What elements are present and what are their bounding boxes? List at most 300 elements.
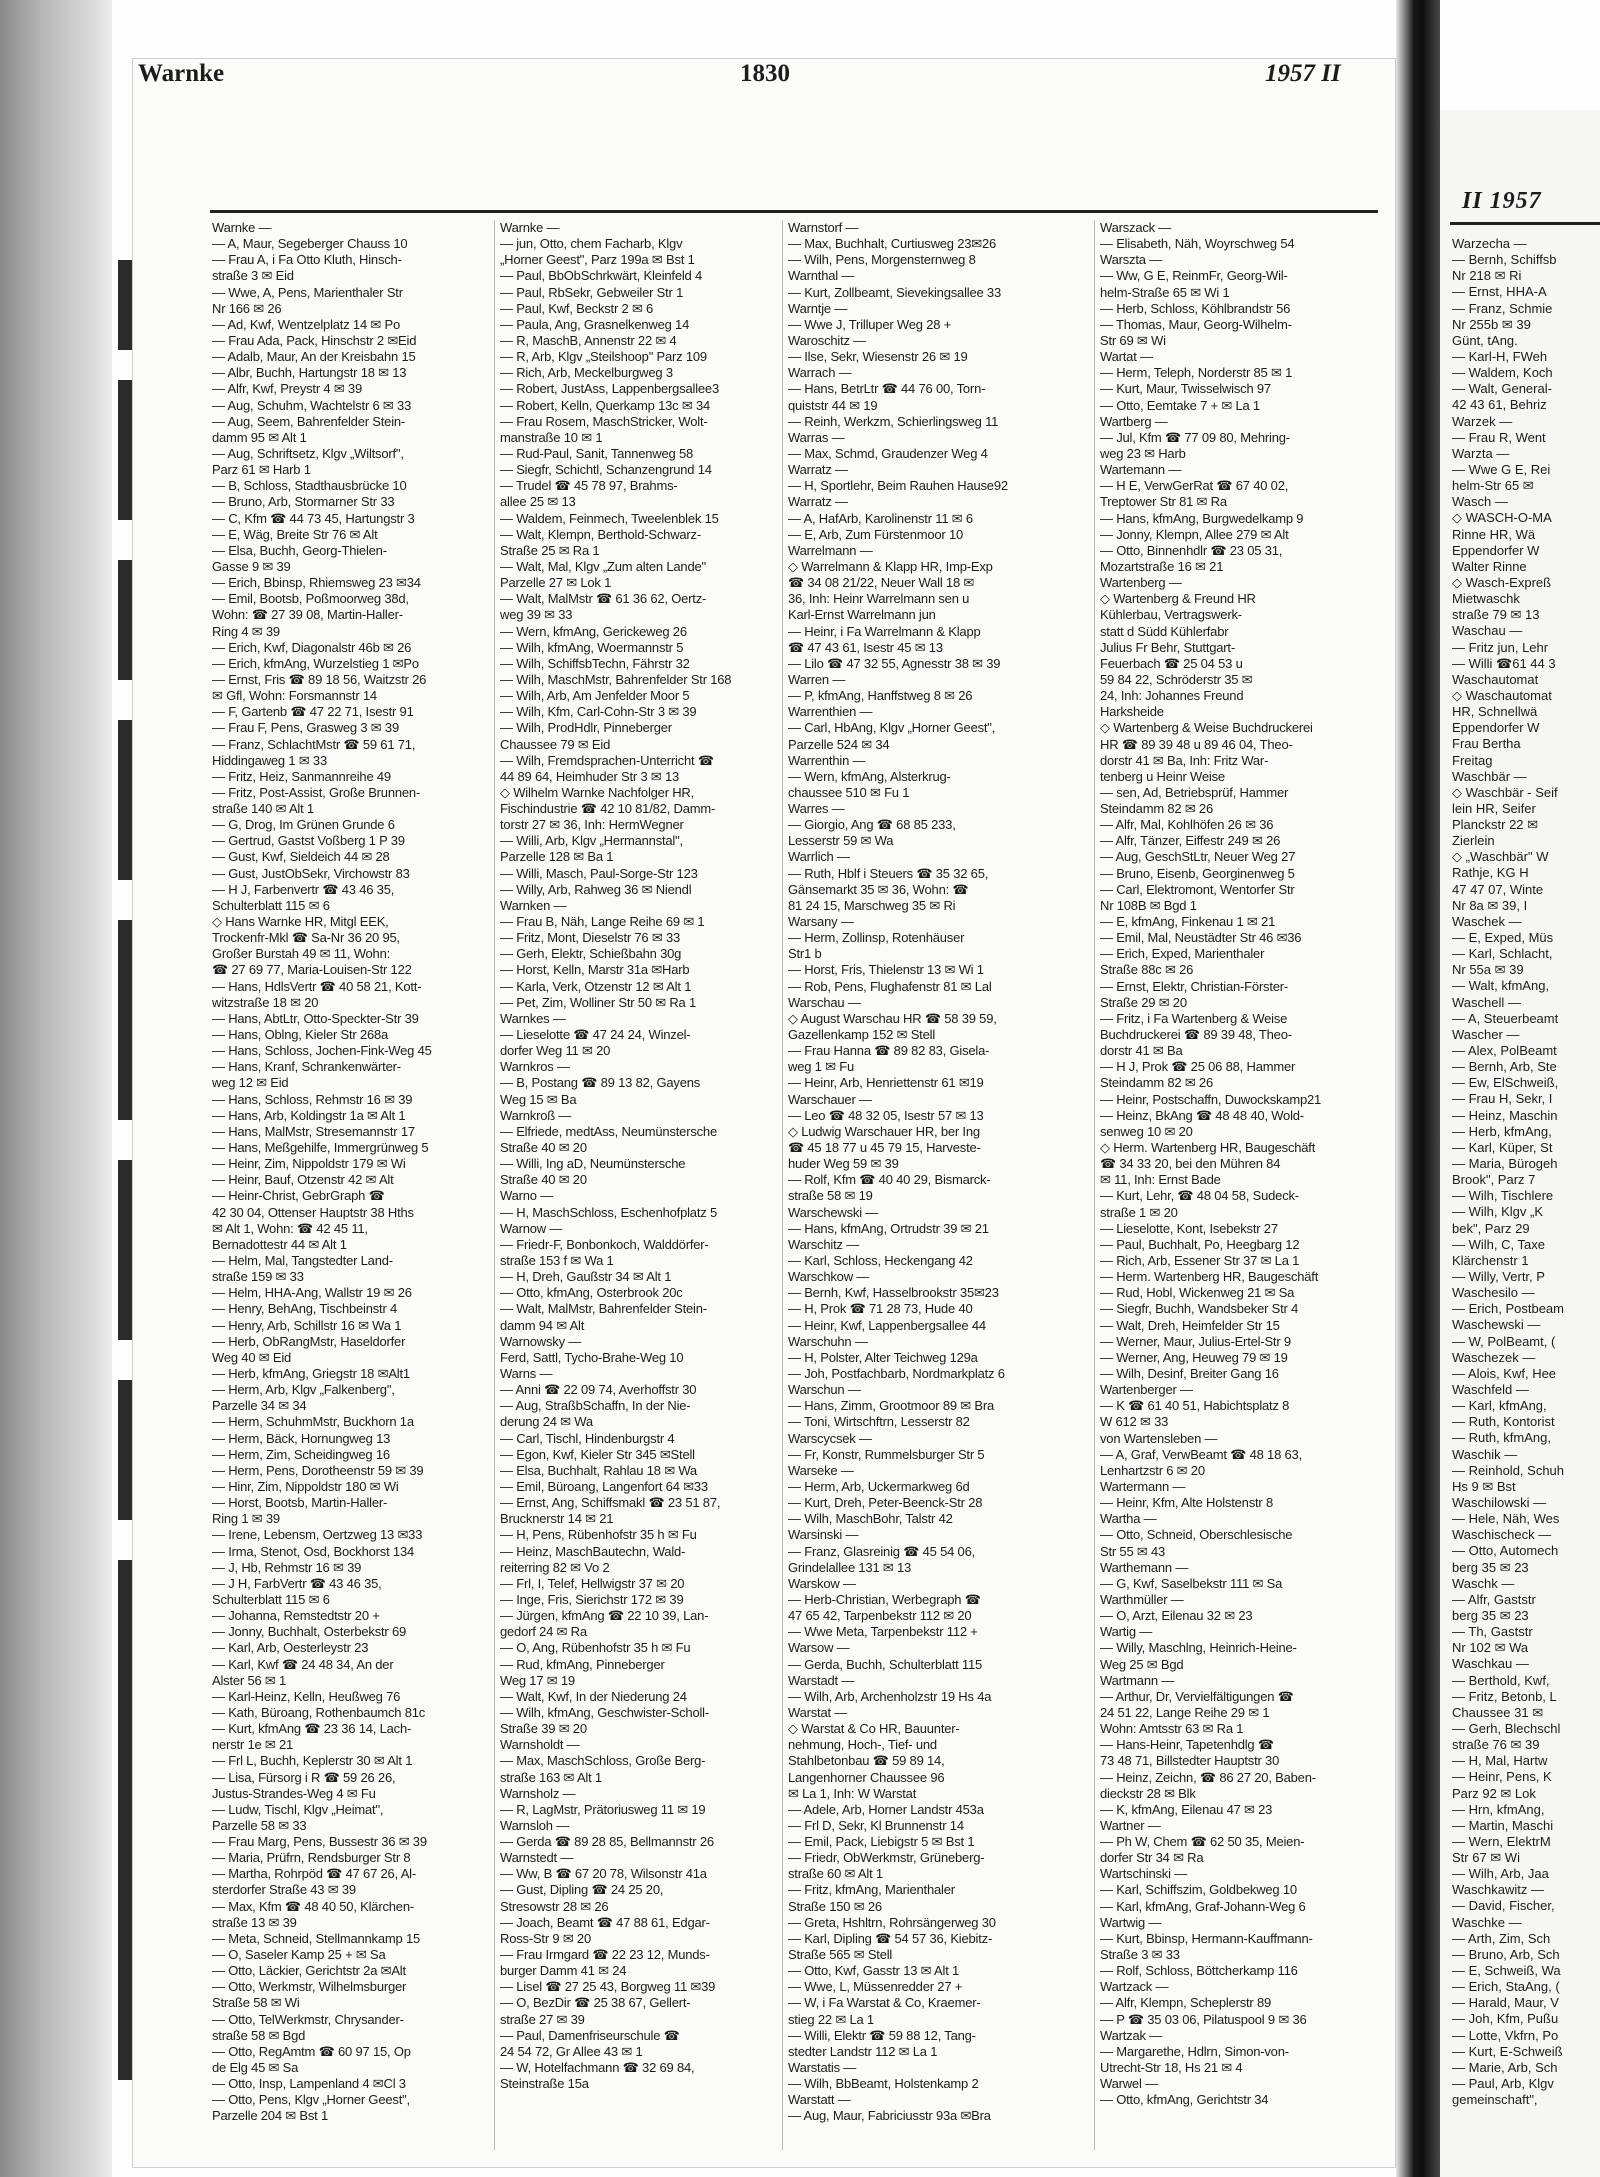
directory-entry-line: burger Damm 41 ✉ 24	[500, 1963, 627, 1979]
directory-entry-line: — Karl, Schloss, Heckengang 42	[788, 1253, 973, 1268]
facing-entry-line: Waschkawitz —	[1452, 1882, 1544, 1898]
directory-entry-line: — R, MaschB, Annenstr 22 ✉ 4	[500, 332, 677, 348]
directory-entry-line: — Rich, Arb, Meckelburgweg 3	[500, 365, 673, 381]
directory-entry-line: — Herm. Wartenberg HR, Baugeschäft	[1100, 1269, 1319, 1285]
directory-entry-line: Warnsloh —	[500, 1817, 570, 1833]
facing-entry-line: — Heinr, Pens, K	[1452, 1769, 1552, 1785]
directory-entry-line: — Alfr, Klempn, Scheplerstr 89	[1100, 1995, 1272, 2011]
directory-entry-line: Straße 88c ✉ 26	[1100, 962, 1194, 978]
directory-entry-line: — Meta, Schneid, Stellmannkamp 15	[212, 1930, 421, 1946]
directory-entry-line: — Willi, Arb, Klgv „Hermannstal",	[500, 833, 683, 849]
directory-entry-line: — H, Pens, Rübenhofstr 35 h ✉ Fu	[500, 1527, 697, 1543]
directory-entry-line: Wartmann —	[1100, 1672, 1175, 1688]
facing-header-rule	[1450, 222, 1600, 225]
directory-entry-line: — Lisel ☎ 27 25 43, Borgweg 11 ✉39	[500, 1979, 716, 1995]
directory-entry-line: — Wilh, kfmAng, Woermannstr 5	[500, 639, 684, 655]
directory-entry-line: stieg 22 ✉ La 1	[788, 2011, 874, 2027]
directory-entry-line: — Walt, Mal, Klgv „Zum alten Lande"	[500, 558, 706, 574]
directory-entry-line: 47 65 42, Tarpenbekstr 112 ✉ 20	[788, 1608, 972, 1624]
directory-entry-line: Warschewski —	[788, 1204, 879, 1220]
directory-entry-line: — B, Schloss, Stadthausbrücke 10	[212, 478, 407, 494]
directory-entry-line: Warnkroß —	[500, 1107, 572, 1123]
directory-entry-line: — Kath, Büroang, Rothenbaumch 81c	[212, 1704, 426, 1720]
directory-entry-line: — Bruno, Eisenb, Georginenweg 5	[1100, 865, 1295, 881]
directory-entry-line: — Hans, BetrLtr ☎ 44 76 00, Torn-	[788, 381, 986, 397]
directory-entry-line: — Karl, Arb, Oesterleystr 23	[212, 1640, 369, 1656]
facing-entry-line: — Marie, Arb, Sch	[1452, 2059, 1558, 2075]
directory-entry-line: Buchdruckerei ☎ 89 39 48, Theo-	[1100, 1027, 1292, 1043]
directory-entry-line: Wartenberg —	[1100, 575, 1182, 591]
directory-entry-line: — Walt, Klempn, Berthold-Schwarz-	[500, 526, 701, 542]
directory-entry-line: — H J, Farbenvertr ☎ 43 46 35,	[212, 881, 395, 897]
directory-entry-line: — Franz, Glasreinig ☎ 45 54 06,	[788, 1543, 976, 1559]
directory-entry-line: — Paul, Buchhalt, Po, Heegbarg 12	[1100, 1236, 1300, 1252]
directory-entry-line: 44 89 64, Heimhuder Str 3 ✉ 13	[500, 768, 680, 784]
directory-entry-line: Straße 40 ✉ 20	[500, 1172, 587, 1188]
directory-entry-line: Karl-Ernst Warrelmann jun	[788, 607, 936, 623]
facing-entry-line: — Erich, StaAng, (	[1452, 1979, 1560, 1995]
directory-entry-line: damm 95 ✉ Alt 1	[212, 429, 307, 445]
directory-entry-line: 59 84 22, Schröderstr 35 ✉	[1100, 671, 1253, 687]
facing-entry-line: — Gerh, Blechschl	[1452, 1720, 1561, 1736]
directory-entry-line: — Wilh, Arb, Am Jenfelder Moor 5	[500, 688, 690, 704]
facing-entry-line: — Arth, Zim, Sch	[1452, 1930, 1551, 1946]
directory-entry-line: — Wilh, Arb, Archenholzstr 19 Hs 4a	[788, 1688, 992, 1704]
directory-entry-line: 42 30 04, Ottenser Hauptstr 38 Hths	[212, 1204, 414, 1220]
directory-entry-line: witzstraße 18 ✉ 20	[212, 994, 319, 1010]
directory-entry-line: Str 69 ✉ Wi	[1100, 332, 1166, 348]
directory-entry-line: — Max, MaschSchloss, Große Berg-	[500, 1753, 706, 1769]
directory-entry-line: — Lieselotte, Kont, Isebekstr 27	[1100, 1220, 1278, 1236]
directory-entry-line: straße 58 ✉ 19	[788, 1188, 873, 1204]
directory-entry-line: — Wwe, L, Müssenredder 27 +	[788, 1979, 963, 1995]
directory-entry-line: — Werner, Maur, Julius-Ertel-Str 9	[1100, 1333, 1291, 1349]
directory-entry-line: — Kurt, Maur, Twisselwisch 97	[1100, 381, 1271, 397]
directory-entry-line: dorstr 41 ✉ Ba	[1100, 1043, 1183, 1059]
directory-entry-line: Warntje —	[788, 300, 848, 316]
directory-entry-line: weg 39 ✉ 33	[500, 607, 573, 623]
directory-entry-line: — Carl, HbAng, Klgv „Horner Geest",	[788, 720, 996, 736]
directory-entry-line: straße 1 ✉ 20	[1100, 1204, 1178, 1220]
directory-entry-line: — Heinz, BkAng ☎ 48 48 40, Wold-	[1100, 1107, 1304, 1123]
directory-entry-line: ◇ August Warschau HR ☎ 58 39 59,	[788, 1010, 997, 1026]
directory-entry-line: Lesserstr 59 ✉ Wa	[788, 833, 894, 849]
directory-entry-line: — Heinr, Zim, Nippoldstr 179 ✉ Wi	[212, 1156, 406, 1172]
facing-entry-line: — Frau R, Went	[1452, 429, 1546, 445]
directory-entry-line: — Willi, Ing aD, Neumünstersche	[500, 1156, 686, 1172]
directory-entry-line: — Rud-Paul, Sanit, Tannenweg 58	[500, 445, 694, 461]
directory-entry-line: — Otto, kfmAng, Gerichtstr 34	[1100, 2092, 1269, 2108]
directory-entry-line: Gazellenkamp 152 ✉ Stell	[788, 1027, 936, 1043]
directory-entry-line: — Frl, I, Telef, Hellwigstr 37 ✉ 20	[500, 1575, 685, 1591]
facing-entry-line: Walter Rinne	[1452, 558, 1527, 574]
directory-entry-line: — Herm, SchuhmMstr, Buckhorn 1a	[212, 1414, 414, 1430]
directory-entry-line: straße 159 ✉ 33	[212, 1269, 304, 1285]
directory-entry-line: — Joh, Postfachbarb, Nordmarkplatz 6	[788, 1365, 1005, 1381]
directory-entry-line: — Rud, Hobl, Wickenweg 21 ✉ Sa	[1100, 1285, 1295, 1301]
directory-entry-line: Steindamm 82 ✉ 26	[1100, 801, 1213, 817]
directory-entry-line: — Emil, Bootsb, Poßmoorweg 38d,	[212, 591, 409, 607]
directory-entry-line: — Hans, Schloss, Jochen-Fink-Weg 45	[212, 1043, 432, 1059]
directory-entry-line: — Frl D, Sekr, Kl Brunnenstr 14	[788, 1817, 964, 1833]
directory-entry-line: — A, HafArb, Karolinenstr 11 ✉ 6	[788, 510, 973, 526]
directory-entry-line: Warstat —	[788, 1704, 848, 1720]
directory-entry-line: Warrelmann —	[788, 542, 873, 558]
directory-entry-line: Str1 b	[788, 946, 822, 962]
directory-entry-line: Str 55 ✉ 43	[1100, 1543, 1166, 1559]
facing-entry-line: — Ew, ElSchweiß,	[1452, 1075, 1559, 1091]
directory-entry-line: — Ernst, Elektr, Christian-Förster-	[1100, 978, 1289, 994]
column-divider	[1094, 220, 1095, 2150]
directory-entry-line: Wartermann —	[1100, 1478, 1186, 1494]
scan-mark	[118, 380, 132, 520]
directory-entry-line: huder Weg 59 ✉ 39	[788, 1156, 899, 1172]
directory-entry-line: — Herm, Teleph, Norderstr 85 ✉ 1	[1100, 365, 1293, 381]
facing-entry-line: — Heinz, Maschin	[1452, 1107, 1558, 1123]
directory-entry-line: manstraße 10 ✉ 1	[500, 429, 603, 445]
directory-entry-line: Parzelle 27 ✉ Lok 1	[500, 575, 612, 591]
directory-entry-line: — Ww, G E, ReinmFr, Georg-Wil-	[1100, 268, 1288, 284]
directory-entry-line: — W, i Fa Warstat & Co, Kraemer-	[788, 1995, 981, 2011]
directory-entry-line: — Friedr, ObWerkmstr, Grüneberg-	[788, 1850, 985, 1866]
directory-entry-line: — Hans, Arb, Koldingstr 1a ✉ Alt 1	[212, 1107, 406, 1123]
directory-entry-line: straße 58 ✉ Bgd	[212, 2027, 306, 2043]
facing-entry-line: — A, Steuerbeamt	[1452, 1010, 1559, 1026]
directory-entry-line: — Fritz, i Fa Wartenberg & Weise	[1100, 1010, 1288, 1026]
directory-entry-line: Stahlbetonbau ☎ 59 89 14,	[788, 1753, 945, 1769]
facing-entry-line: — Joh, Kfm, Pußu	[1452, 2011, 1559, 2027]
directory-entry-line: W 612 ✉ 33	[1100, 1414, 1169, 1430]
directory-entry-line: Warszta —	[1100, 252, 1163, 268]
directory-entry-line: ☎ 34 33 20, bei den Mühren 84	[1100, 1156, 1281, 1172]
directory-entry-line: — Hans, AbtLtr, Otto-Speckter-Str 39	[212, 1010, 419, 1026]
directory-entry-line: Wartat —	[1100, 349, 1153, 365]
directory-entry-line: stedter Landstr 112 ✉ La 1	[788, 2043, 938, 2059]
facing-entry-line: Mietwaschk	[1452, 591, 1520, 607]
directory-entry-line: — Otto, Schneid, Oberschlesische	[1100, 1527, 1293, 1543]
directory-entry-line: — Lisa, Fürsorg i R ☎ 59 26 26,	[212, 1769, 396, 1785]
directory-entry-line: — Max, Buchhalt, Curtiusweg 23✉26	[788, 236, 997, 252]
directory-entry-line: 81 24 15, Marschweg 35 ✉ Ri	[788, 897, 956, 913]
directory-entry-line: nerstr 1e ✉ 21	[212, 1737, 294, 1753]
directory-entry-line: tenberg u Heinr Weise	[1100, 768, 1225, 784]
directory-entry-line: — Jürgen, kfmAng ☎ 22 10 39, Lan-	[500, 1608, 709, 1624]
entry-column-1	[212, 220, 484, 2150]
directory-entry-line: Bernadottestr 44 ✉ Alt 1	[212, 1236, 347, 1252]
directory-entry-line: — Lilo ☎ 47 32 55, Agnesstr 38 ✉ 39	[788, 655, 1001, 671]
directory-entry-line: — K ☎ 61 40 51, Habichtsplatz 8	[1100, 1398, 1290, 1414]
directory-entry-line: — Wilh, SchiffsbTechn, Fährstr 32	[500, 655, 690, 671]
directory-entry-line: — P ☎ 35 03 06, Pilatuspool 9 ✉ 36	[1100, 2011, 1307, 2027]
scan-mark	[118, 1560, 132, 2080]
directory-entry-line: — Friedr-F, Bonbonkoch, Walddörfer-	[500, 1236, 709, 1252]
facing-entry-line: — Wilh, Tischlere	[1452, 1188, 1554, 1204]
scan-mark	[118, 1380, 132, 1520]
directory-entry-line: Parzelle 128 ✉ Ba 1	[500, 849, 614, 865]
facing-entry-line: — E, Exped, Müs	[1452, 930, 1554, 946]
directory-entry-line: — Inge, Fris, Sierichstr 172 ✉ 39	[500, 1591, 684, 1607]
directory-entry-line: Warnken —	[500, 897, 567, 913]
directory-entry-line: Wartig —	[1100, 1624, 1153, 1640]
directory-entry-line: — Paul, BbObSchrkwärt, Kleinfeld 4	[500, 268, 703, 284]
directory-entry-line: — H, Polster, Alter Teichweg 129a	[788, 1349, 978, 1365]
directory-entry-line: — Gertrud, Gastst Voßberg 1 P 39	[212, 833, 405, 849]
directory-entry-line: Warthemann —	[1100, 1559, 1189, 1575]
facing-entry-line: Waschell —	[1452, 994, 1521, 1010]
directory-entry-line: — Frau Rosem, MaschStricker, Wolt-	[500, 413, 708, 429]
directory-entry-line: Warrach —	[788, 365, 852, 381]
directory-entry-line: — Ruth, Hblf i Steuers ☎ 35 32 65,	[788, 865, 989, 881]
directory-entry-line: — Gust, Kwf, Sieldeich 44 ✉ 28	[212, 849, 390, 865]
facing-entry-line: — W, PolBeamt, (	[1452, 1333, 1556, 1349]
directory-entry-line: Warsinski —	[788, 1527, 859, 1543]
scan-mark	[118, 1160, 132, 1340]
directory-entry-line: Grindelallee 131 ✉ 13	[788, 1559, 912, 1575]
facing-entry-line: — Bernh, Schiffsb	[1452, 252, 1557, 268]
directory-entry-line: Warwel —	[1100, 2076, 1158, 2092]
directory-entry-line: — Elsa, Buchh, Georg-Thielen-	[212, 542, 387, 558]
directory-entry-line: Warnow —	[500, 1220, 563, 1236]
directory-entry-line: — Wwe Meta, Tarpenbekstr 112 +	[788, 1624, 978, 1640]
directory-entry-line: — Otto, TelWerkmstr, Chrysander-	[212, 2011, 404, 2027]
directory-entry-line: — Robert, Kelln, Querkamp 13c ✉ 34	[500, 397, 711, 413]
directory-entry-line: Parz 61 ✉ Harb 1	[212, 462, 311, 478]
directory-entry-line: Warnsholdt —	[500, 1737, 580, 1753]
directory-entry-line: — Herm, Zim, Scheidingweg 16	[212, 1446, 390, 1462]
directory-entry-line: Ring 1 ✉ 39	[212, 1511, 280, 1527]
directory-entry-line: — Helm, Mal, Tangstedter Land-	[212, 1253, 393, 1268]
facing-entry-line: — Ruth, kfmAng,	[1452, 1430, 1551, 1446]
directory-entry-line: Straße 29 ✉ 20	[1100, 994, 1187, 1010]
directory-entry-line: — Heinz, MaschBautechn, Wald-	[500, 1543, 686, 1559]
directory-entry-line: — Jonny, Klempn, Allee 279 ✉ Alt	[1100, 526, 1289, 542]
directory-entry-line: Warren —	[788, 671, 846, 687]
directory-entry-line: — Carl, Elektromont, Wentorfer Str	[1100, 881, 1295, 897]
directory-entry-line: — Wern, kfmAng, Gerickeweg 26	[500, 623, 687, 639]
facing-entry-line: Waschfeld —	[1452, 1381, 1529, 1397]
directory-entry-line: Warrlich —	[788, 849, 850, 865]
facing-entry-line: Eppendorfer W	[1452, 542, 1540, 558]
directory-entry-line: — Leo ☎ 48 32 05, Isestr 57 ✉ 13	[788, 1107, 984, 1123]
directory-entry-line: Straße 58 ✉ Wi	[212, 1995, 300, 2011]
directory-entry-line: Warnkros —	[500, 1059, 570, 1075]
directory-entry-line: — Toni, Wirtschftrn, Lesserstr 82	[788, 1414, 970, 1430]
directory-entry-line: „Horner Geest", Parz 199a ✉ Bst 1	[500, 252, 695, 268]
facing-entry-line: Nr 102 ✉ Wa	[1452, 1640, 1529, 1656]
directory-entry-line: — Elisabeth, Näh, Woyrschweg 54	[1100, 236, 1295, 252]
directory-entry-line: straße 27 ✉ 39	[500, 2011, 585, 2027]
directory-entry-line: — Herm, Arb, Uckermarkweg 6d	[788, 1478, 970, 1494]
directory-entry-line: — Alfr, Mal, Kohlhöfen 26 ✉ 36	[1100, 817, 1274, 833]
directory-entry-line: — Jonny, Buchhalt, Osterbekstr 69	[212, 1624, 407, 1640]
directory-entry-line: reiterring 82 ✉ Vo 2	[500, 1559, 610, 1575]
directory-entry-line: — Gerh, Elektr, Schießbahn 30g	[500, 946, 682, 962]
facing-entry-line: — Wwe G E, Rei	[1452, 461, 1551, 477]
directory-entry-line: — Aug, Seem, Bahrenfelder Stein-	[212, 413, 406, 429]
facing-entry-line: — David, Fischer,	[1452, 1898, 1555, 1914]
directory-entry-line: Treptower Str 81 ✉ Ra	[1100, 494, 1227, 510]
facing-entry-line: — Hele, Näh, Wes	[1452, 1511, 1560, 1527]
facing-entry-line: — Franz, Schmie	[1452, 300, 1553, 316]
directory-entry-line: Parzelle 204 ✉ Bst 1	[212, 2108, 329, 2124]
facing-entry-line: — Karl-H, FWeh	[1452, 348, 1548, 364]
directory-entry-line: ◇ Warrelmann & Klapp HR, Imp-Exp	[788, 558, 993, 574]
directory-entry-line: — Trudel ☎ 45 78 97, Brahms-	[500, 478, 678, 494]
directory-entry-line: — Hans-Heinr, Tapetenhdlg ☎	[1100, 1737, 1274, 1753]
directory-entry-line: Warschun —	[788, 1382, 861, 1398]
directory-entry-line: — Martha, Rohrpöd ☎ 47 67 26, Al-	[212, 1866, 416, 1882]
directory-entry-line: — Aug, Schuhm, Wachtelstr 6 ✉ 33	[212, 397, 412, 413]
directory-entry-line: helm-Straße 65 ✉ Wi 1	[1100, 284, 1230, 300]
directory-entry-line: — Horst, Kelln, Marstr 31a ✉Harb	[500, 962, 690, 978]
directory-entry-line: — C, Kfm ☎ 44 73 45, Hartungstr 3	[212, 510, 415, 526]
directory-entry-line: Weg 15 ✉ Ba	[500, 1091, 577, 1107]
facing-entry-line: — E, Schweiß, Wa	[1452, 1963, 1561, 1979]
directory-entry-line: — Hans, Zimm, Grootmoor 89 ✉ Bra	[788, 1398, 995, 1414]
directory-entry-line: weg 23 ✉ Harb	[1100, 445, 1186, 461]
directory-entry-line: Hiddingaweg 1 ✉ 33	[212, 752, 327, 768]
directory-entry-line: Warrenthin —	[788, 752, 866, 768]
facing-page-header: II 1957	[1462, 188, 1542, 214]
directory-entry-line: — Henry, Arb, Schillstr 16 ✉ Wa 1	[212, 1317, 402, 1333]
directory-entry-line: — F, Gartenb ☎ 47 22 71, Isestr 91	[212, 704, 414, 720]
directory-entry-line: — Ilse, Sekr, Wiesenstr 26 ✉ 19	[788, 349, 968, 365]
facing-entry-line: — Karl, Schlacht,	[1452, 946, 1553, 962]
directory-entry-line: — Anni ☎ 22 09 74, Averhoffstr 30	[500, 1382, 697, 1398]
facing-entry-line: — Hrn, kfmAng,	[1452, 1801, 1545, 1817]
directory-entry-line: Warrenthien —	[788, 704, 873, 720]
facing-entry-line: — Ernst, HHA-A	[1452, 284, 1547, 300]
directory-entry-line: — Herb, ObRangMstr, Haseldorfer	[212, 1333, 406, 1349]
facing-entry-line: — Frau H, Sekr, I	[1452, 1091, 1553, 1107]
directory-entry-line: — Gerda, Buchh, Schulterblatt 115	[788, 1656, 983, 1672]
header-year: 1957 II	[1265, 60, 1341, 87]
directory-entry-line: ☎ 34 08 21/22, Neuer Wall 18 ✉	[788, 575, 975, 591]
facing-entry-line: Günt, tAng.	[1452, 332, 1518, 348]
directory-entry-line: straße 163 ✉ Alt 1	[500, 1769, 602, 1785]
facing-entry-line: straße 76 ✉ 39	[1452, 1737, 1540, 1753]
directory-entry-line: — Herm, Arb, Klgv „Falkenberg",	[212, 1382, 395, 1398]
directory-entry-line: — Hans, Schloss, Rehmstr 16 ✉ 39	[212, 1091, 413, 1107]
directory-entry-line: — Henry, BehAng, Tischbeinstr 4	[212, 1301, 398, 1317]
directory-entry-line: — W, Hotelfachmann ☎ 32 69 84,	[500, 2060, 695, 2076]
directory-entry-line: straße 3 ✉ Eid	[212, 268, 294, 284]
directory-entry-line: ◇ Wilhelm Warnke Nachfolger HR,	[500, 784, 695, 800]
directory-entry-line: Warsany —	[788, 914, 854, 930]
directory-entry-line: Ferd, Sattl, Tycho-Brahe-Weg 10	[500, 1349, 684, 1365]
directory-entry-line: — E, Arb, Zum Fürstenmoor 10	[788, 526, 964, 542]
book-gutter	[1396, 0, 1440, 2177]
directory-entry-line: Warsow —	[788, 1640, 850, 1656]
directory-entry-line: Justus-Strandes-Weg 4 ✉ Fu	[212, 1785, 376, 1801]
directory-entry-line: — Wwe J, Trilluper Weg 28 +	[788, 316, 952, 332]
directory-entry-line: — Elfriede, medtAss, Neumünstersche	[500, 1123, 717, 1139]
directory-entry-line: — Hans, Kranf, Schrankenwärter-	[212, 1059, 401, 1075]
directory-entry-line: Warres —	[788, 801, 845, 817]
directory-entry-line: Warscycsek —	[788, 1430, 872, 1446]
directory-entry-line: — Jul, Kfm ☎ 77 09 80, Mehring-	[1100, 429, 1290, 445]
directory-entry-line: straße 60 ✉ Alt 1	[788, 1866, 883, 1882]
directory-entry-line: — Willi, Masch, Paul-Sorge-Str 123	[500, 865, 698, 881]
directory-entry-line: — Herb, Schloss, Köhlbrandstr 56	[1100, 300, 1291, 316]
facing-entry-line: — Alex, PolBeamt	[1452, 1043, 1557, 1059]
directory-entry-line: Langenhorner Chaussee 96	[788, 1769, 945, 1785]
directory-entry-line: Nr 108B ✉ Bgd 1	[1100, 897, 1197, 913]
directory-entry-line: — Heinr-Christ, GebrGraph ☎	[212, 1188, 385, 1204]
directory-entry-line: — Wilh, BbBeamt, Holstenkamp 2	[788, 2076, 979, 2092]
directory-entry-line: — B, Postang ☎ 89 13 82, Gayens	[500, 1075, 701, 1091]
directory-entry-line: Weg 25 ✉ Bgd	[1100, 1656, 1184, 1672]
directory-entry-line: — Karl, Kwf ☎ 24 48 34, An der	[212, 1656, 394, 1672]
directory-entry-line: Warnke —	[500, 220, 560, 235]
directory-entry-line: — Rolf, Schloss, Böttcherkamp 116	[1100, 1963, 1298, 1979]
directory-entry-line: — Adalb, Maur, An der Kreisbahn 15	[212, 349, 416, 365]
directory-entry-line: Trockenfr-Mkl ☎ Sa-Nr 36 20 95,	[212, 930, 400, 946]
directory-entry-line: — Frau Marg, Pens, Bussestr 36 ✉ 39	[212, 1834, 427, 1850]
directory-entry-line: de Elg 45 ✉ Sa	[212, 2060, 299, 2076]
facing-entry-line: HR, Schnellwä	[1452, 704, 1538, 720]
facing-entry-line: Waschk —	[1452, 1575, 1515, 1591]
facing-entry-line: ◇ Waschautomat	[1452, 687, 1552, 703]
directory-entry-line: — Walt, Kwf, In der Niederung 24	[500, 1688, 687, 1704]
directory-entry-line: — Otto, Läckier, Gerichtstr 2a ✉Alt	[212, 1963, 406, 1979]
directory-entry-line: Weg 40 ✉ Eid	[212, 1349, 292, 1365]
scan-mark	[118, 260, 132, 350]
directory-entry-line: — Walt, MalMstr, Bahrenfelder Stein-	[500, 1301, 707, 1317]
directory-entry-line: ✉ La 1, Inh: W Warstat	[788, 1785, 917, 1801]
directory-entry-line: Warschitz —	[788, 1236, 859, 1252]
directory-entry-line: Warschkow —	[788, 1269, 870, 1285]
directory-entry-line: — Albr, Buchh, Hartungstr 18 ✉ 13	[212, 365, 407, 381]
directory-entry-line: 24 54 72, Gr Allee 43 ✉ 1	[500, 2043, 643, 2059]
directory-entry-line: Stresowstr 28 ✉ 26	[500, 1898, 609, 1914]
facing-entry-line: — Karl, kfmAng,	[1452, 1398, 1547, 1414]
directory-entry-line: Warnstedt —	[500, 1850, 574, 1866]
facing-entry-line: helm-Str 65 ✉	[1452, 478, 1534, 494]
directory-entry-line: — Siegfr, Buchh, Wandsbeker Str 4	[1100, 1301, 1299, 1317]
facing-entry-line: — Maria, Bürogeh	[1452, 1156, 1558, 1172]
directory-entry-line: — Wern, kfmAng, Alsterkrug-	[788, 768, 951, 784]
directory-entry-line: dorfer Str 34 ✉ Ra	[1100, 1850, 1204, 1866]
directory-entry-line: straße 140 ✉ Alt 1	[212, 801, 314, 817]
directory-entry-line: Wartenberger —	[1100, 1382, 1193, 1398]
facing-entry-line: Eppendorfer W	[1452, 720, 1540, 736]
directory-entry-line: — Wwe, A, Pens, Marienthaler Str	[212, 284, 403, 300]
directory-entry-line: 73 48 71, Billstedter Hauptstr 30	[1100, 1753, 1280, 1769]
directory-entry-line: — Willy, Arb, Rahweg 36 ✉ Niendl	[500, 881, 692, 897]
directory-entry-line: — Hinr, Zim, Nippoldstr 180 ✉ Wi	[212, 1478, 399, 1494]
directory-entry-line: — Herb-Christian, Werbegraph ☎	[788, 1591, 981, 1607]
scan-mark	[118, 560, 132, 680]
facing-entry-line: Hs 9 ✉ Bst	[1452, 1478, 1516, 1494]
directory-entry-line: — Arthur, Dr, Vervielfältigungen ☎	[1100, 1688, 1294, 1704]
facing-entry-line: — Walt, General-	[1452, 381, 1552, 397]
facing-entry-line: bek", Parz 29	[1452, 1220, 1530, 1236]
directory-entry-line: Warszack —	[1100, 220, 1172, 235]
directory-entry-line: — Gust, Dipling ☎ 24 25 20,	[500, 1882, 664, 1898]
directory-entry-line: — Karl, Dipling ☎ 54 57 36, Kiebitz-	[788, 1930, 993, 1946]
directory-entry-line: — Erich, Exped, Marienthaler	[1100, 946, 1265, 962]
directory-entry-line: HR ☎ 89 39 48 u 89 46 04, Theo-	[1100, 736, 1293, 752]
facing-entry-line: gemeinschaft",	[1452, 2092, 1538, 2108]
directory-entry-line: — Kurt, Dreh, Peter-Beenck-Str 28	[788, 1495, 983, 1511]
scan-mark	[118, 720, 132, 880]
directory-entry-line: — Rud, kfmAng, Pinneberger	[500, 1656, 665, 1672]
directory-entry-line: ◇ Hans Warnke HR, Mitgl EEK,	[212, 914, 389, 930]
directory-entry-line: — J, Hb, Rehmstr 16 ✉ 39	[212, 1559, 362, 1575]
directory-entry-line: — Hans, MalMstr, Stresemannstr 17	[212, 1123, 415, 1139]
header-rule	[210, 210, 1378, 213]
